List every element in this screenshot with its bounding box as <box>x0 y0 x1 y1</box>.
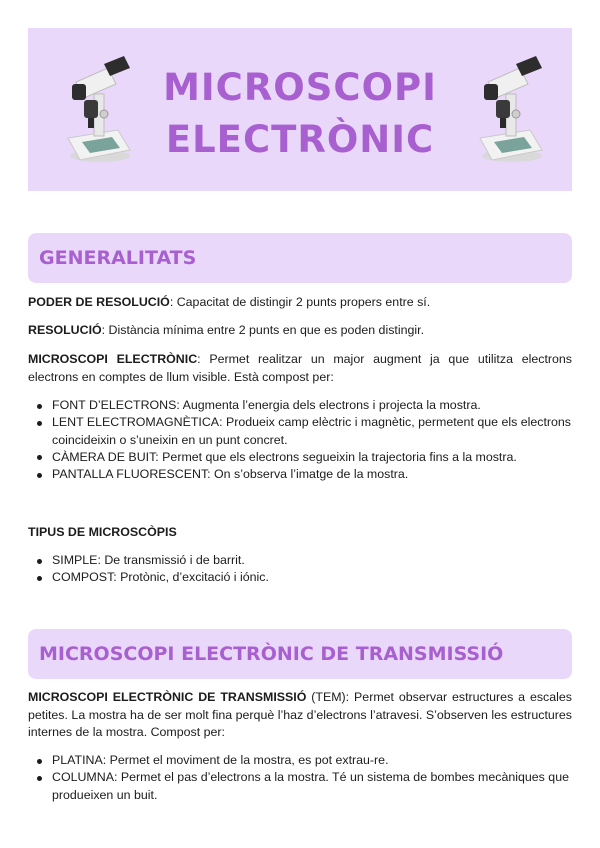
term: PODER DE RESOLUCIÓ <box>28 295 170 309</box>
definition-poder-resolucio <box>28 294 572 312</box>
definition-resolucio <box>28 322 572 340</box>
list-item: COMPOST: Protònic, d’excitació i iónic. <box>52 569 582 586</box>
definition-text: : Capacitat de distingir 2 punts propers entre sí. <box>169 295 431 309</box>
list-item: PLATINA: Permet el moviment de la mostra, es pot extrau-re. <box>52 752 582 769</box>
definition-microscopi-electronic <box>28 351 572 386</box>
tipus-list <box>28 552 582 587</box>
list-item: SIMPLE: De transmissió i de barrit. <box>52 552 582 569</box>
list-item: COLUMNA: Permet el pas d’electrons a la mostra. Té un sistema de bombes mecàniques que produeixen un buit. <box>52 769 582 804</box>
microscope-icon <box>466 54 546 166</box>
subheading-tipus: TIPUS DE MICROSCÒPIS <box>28 525 177 539</box>
section-title: MICROSCOPI ELECTRÒNIC DE TRANSMISSIÓ <box>39 643 504 665</box>
document-title <box>148 62 452 166</box>
list-item: CÀMERA DE BUIT: Permet que els electrons segueixin la trajectoria fins a la mostra. <box>52 449 582 466</box>
list-item: PANTALLA FLUORESCENT: On s’observa l’imatge de la mostra. <box>52 466 582 483</box>
title-banner <box>28 28 572 191</box>
section-header-transmissio <box>28 629 572 679</box>
term: RESOLUCIÓ <box>28 323 102 337</box>
list-item: LENT ELECTROMAGNÈTICA: Produeix camp elèctric i magnètic, permetent que els electrons coincideixin o s’uneixin en un punt concret. <box>52 414 582 449</box>
definition-text: : Permet realitzar un major augment ja que utilitza electrons electrons en comptes de llum visible. Està compost per: <box>28 352 572 384</box>
title-line-1: MICROSCOPI <box>163 66 437 109</box>
parts-list <box>28 752 582 804</box>
components-list <box>28 397 582 483</box>
definition-tem <box>28 689 572 742</box>
section-header-generalitats <box>28 233 572 283</box>
definition-text: : Distància mínima entre 2 punts en que es poden distingir. <box>101 323 425 337</box>
term: MICROSCOPI ELECTRÒNIC DE TRANSMISSIÓ <box>28 690 307 704</box>
list-item: FONT D’ELECTRONS: Augmenta l’energia dels electrons i projecta la mostra. <box>52 397 582 414</box>
term: MICROSCOPI ELECTRÒNIC <box>28 352 198 366</box>
definition-text: (TEM): Permet observar estructures a escales petites. La mostra ha de ser molt fina perquè l’haz d’electrons l’atravesi. S’observen les estructures internes de la mostra. Compost per: <box>28 690 572 739</box>
microscope-icon <box>54 54 134 166</box>
section-title: GENERALITATS <box>39 247 197 269</box>
title-line-2: ELECTRÒNIC <box>165 118 435 161</box>
